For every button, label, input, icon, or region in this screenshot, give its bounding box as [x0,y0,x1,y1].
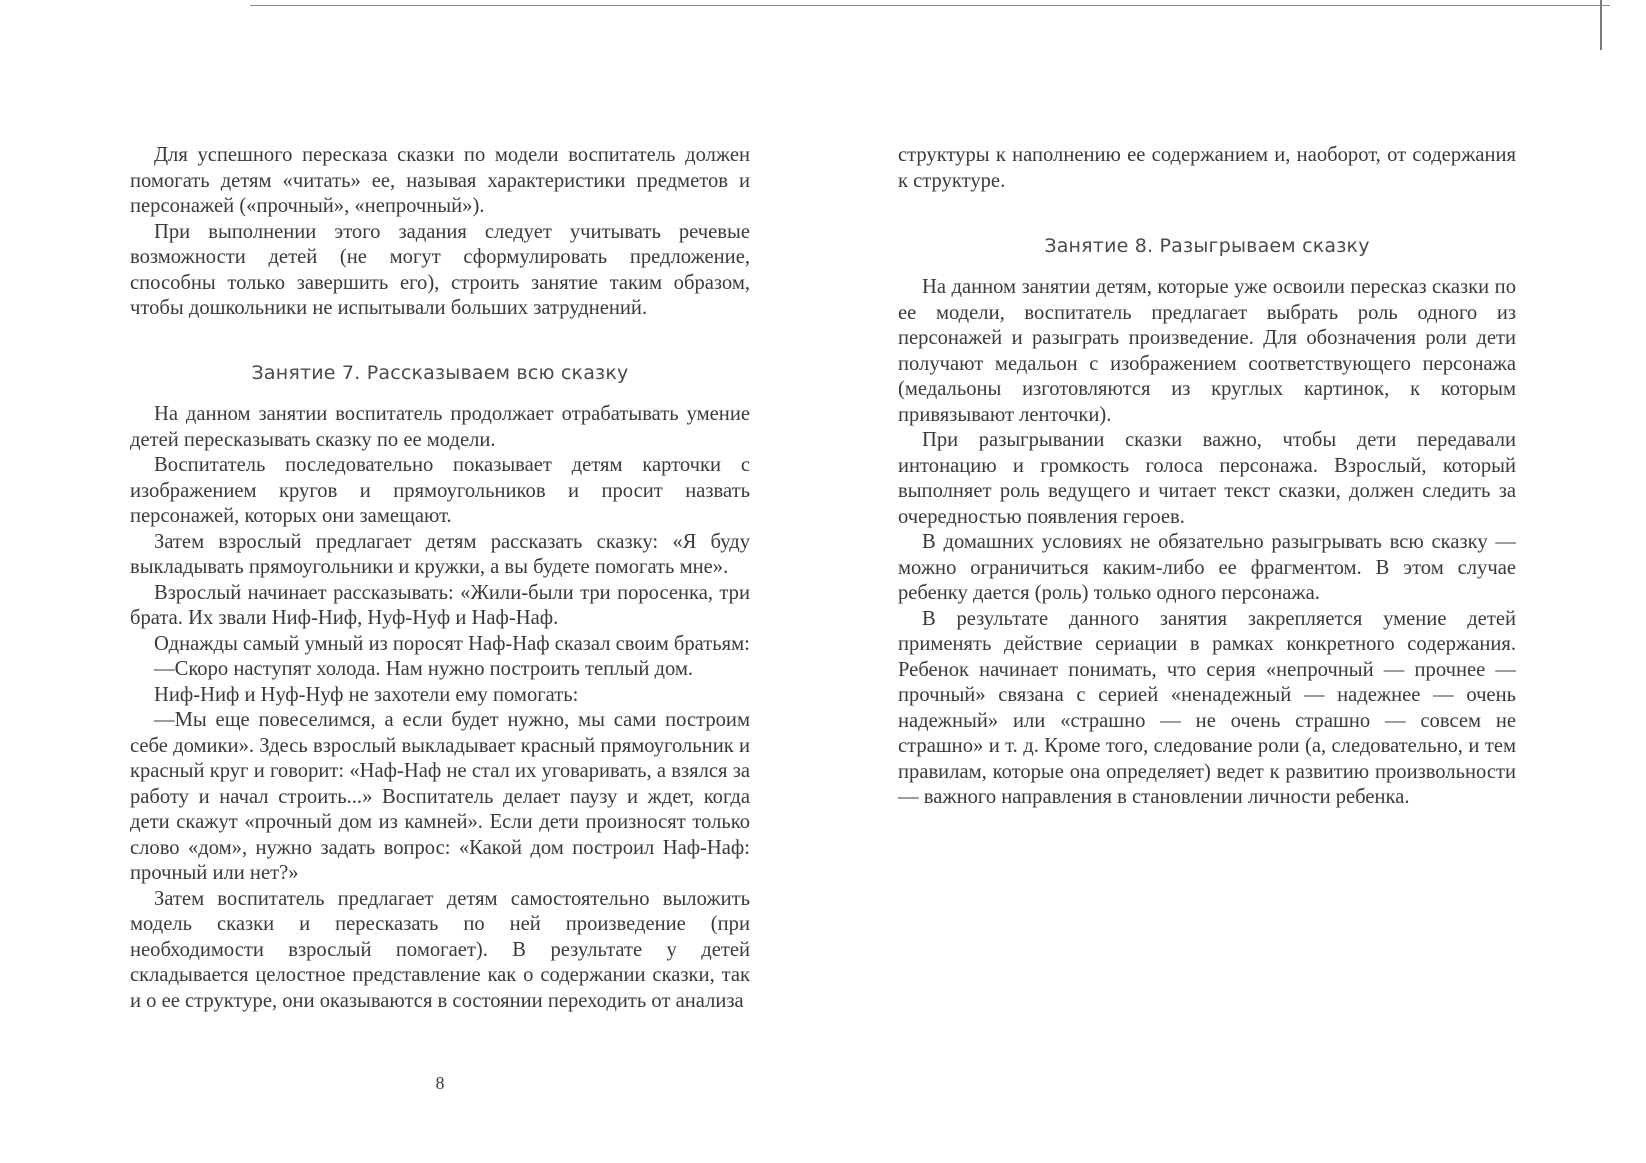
paragraph-continuation: структуры к наполнению ее содержанием и, наоборот, от содержания к структуре. [898,144,1516,192]
dialogue-line: —Мы еще повеселимся, а если будет нужно, мы сами построим себе домики». Здесь взрослый выкладывает красный прямоугольник и красный круг и говорит: «Наф-Наф не стал их уговаривать, а взялся за работу и начал строить...» Воспитатель делает паузу и ждет, когда дети скажут «прочный дом из камней». Если дети произносят только слово «дом», нужно задать вопрос: «Какой дом построил Наф-Наф: прочный или нет?» [130,709,750,884]
paragraph: Ниф-Ниф и Нуф-Нуф не захотели ему помогать: [154,683,579,706]
paragraph: В результате данного занятия закрепляется умение детей применять действие сериации в рамках конкретного содержания. Ребенок начинает понимать, что серия «непрочный — прочнее — прочный» связана с серией «ненадежный — надежнее — очень надежный» или «страшно — не очень страшно — совсем не страшно» и т. д. Кроме того, следование роли (а, следовательно, и тем правилам, которые она определяет) ведет к развитию произвольности — важного направления в становлении личности ребенка. [898,607,1516,808]
paragraph: Затем воспитатель предлагает детям самостоятельно выложить модель сказки и пересказать по ней произведение (при необходимости взрослый помогает). В результате у детей складывается целостное представление как о содержании сказки, так и о ее структуре, они оказываются в состоянии переходить от анализа [130,887,750,1012]
section-heading-lesson-8: Занятие 8. Разыгрываем сказку [1044,235,1370,257]
paragraph: Взрослый начинает рассказывать: «Жили-были три поросенка, три брата. Их звали Ниф-Ниф, Нуф-Нуф и Наф-Наф. [130,581,750,629]
paragraph: На данном занятии детям, которые уже освоили пересказ сказки по ее модели, воспитатель предлагает выбрать роль одного из персонажей и разыграть произведение. Для обозначения роли дети получают медальон с изображением соответствующего персонажа (медальоны изготовляются из круглых картинок, к которым привязывают ленточки). [898,276,1516,426]
continued-text [898,143,1516,194]
dialogue-line: —Скоро наступят холода. Нам нужно построить теплый дом. [154,658,694,680]
paragraph: Затем взрослый предлагает детям рассказать сказку: «Я буду выкладывать прямоугольники и кружки, а вы будете помогать мне». [130,530,750,578]
paragraph: Воспитатель последовательно показывает детям карточки с изображением кругов и прямоугольников и просит назвать персонажей, которых они замещают. [130,454,750,527]
page-number: 8 [435,1073,445,1093]
paragraph: Однажды самый умный из поросят Наф-Наф сказал своим братьям: [154,632,750,655]
lesson-8-text [898,275,1516,811]
paragraph: При разыгрывании сказки важно, чтобы дети передавали интонацию и громкость голоса персонажа. Взрослый, который выполняет роль ведущего и читает текст сказки, должен следить за очередностью появления героев. [898,429,1516,528]
paragraph: В домашних условиях не обязательно разыгрывать всю сказку — можно ограничиться каким-либо ее фрагментом. В этом случае ребенку дается (роль) только одного персонажа. [898,531,1516,604]
right-page [898,0,1518,1163]
paragraph: На данном занятии воспитатель продолжает отрабатывать умение детей пересказывать сказку по ее модели. [130,403,750,451]
paragraph: При выполнении этого задания следует учитывать речевые возможности детей (не могут сформулировать предложение, способны только завершить его), строить занятие таким образом, чтобы дошкольники не испытывали больших затруднений. [130,220,750,319]
paragraph: Для успешного пересказа сказки по модели воспитатель должен помогать детям «читать» ее, называя характеристики предметов и персонажей («прочный», «непрочный»). [130,144,750,217]
left-page [130,0,750,1163]
scan-right-edge [1600,0,1602,50]
intro-text [130,143,750,322]
section-heading-lesson-7: Занятие 7. Рассказываем всю сказку [251,362,629,384]
lesson-7-text [130,402,750,1014]
